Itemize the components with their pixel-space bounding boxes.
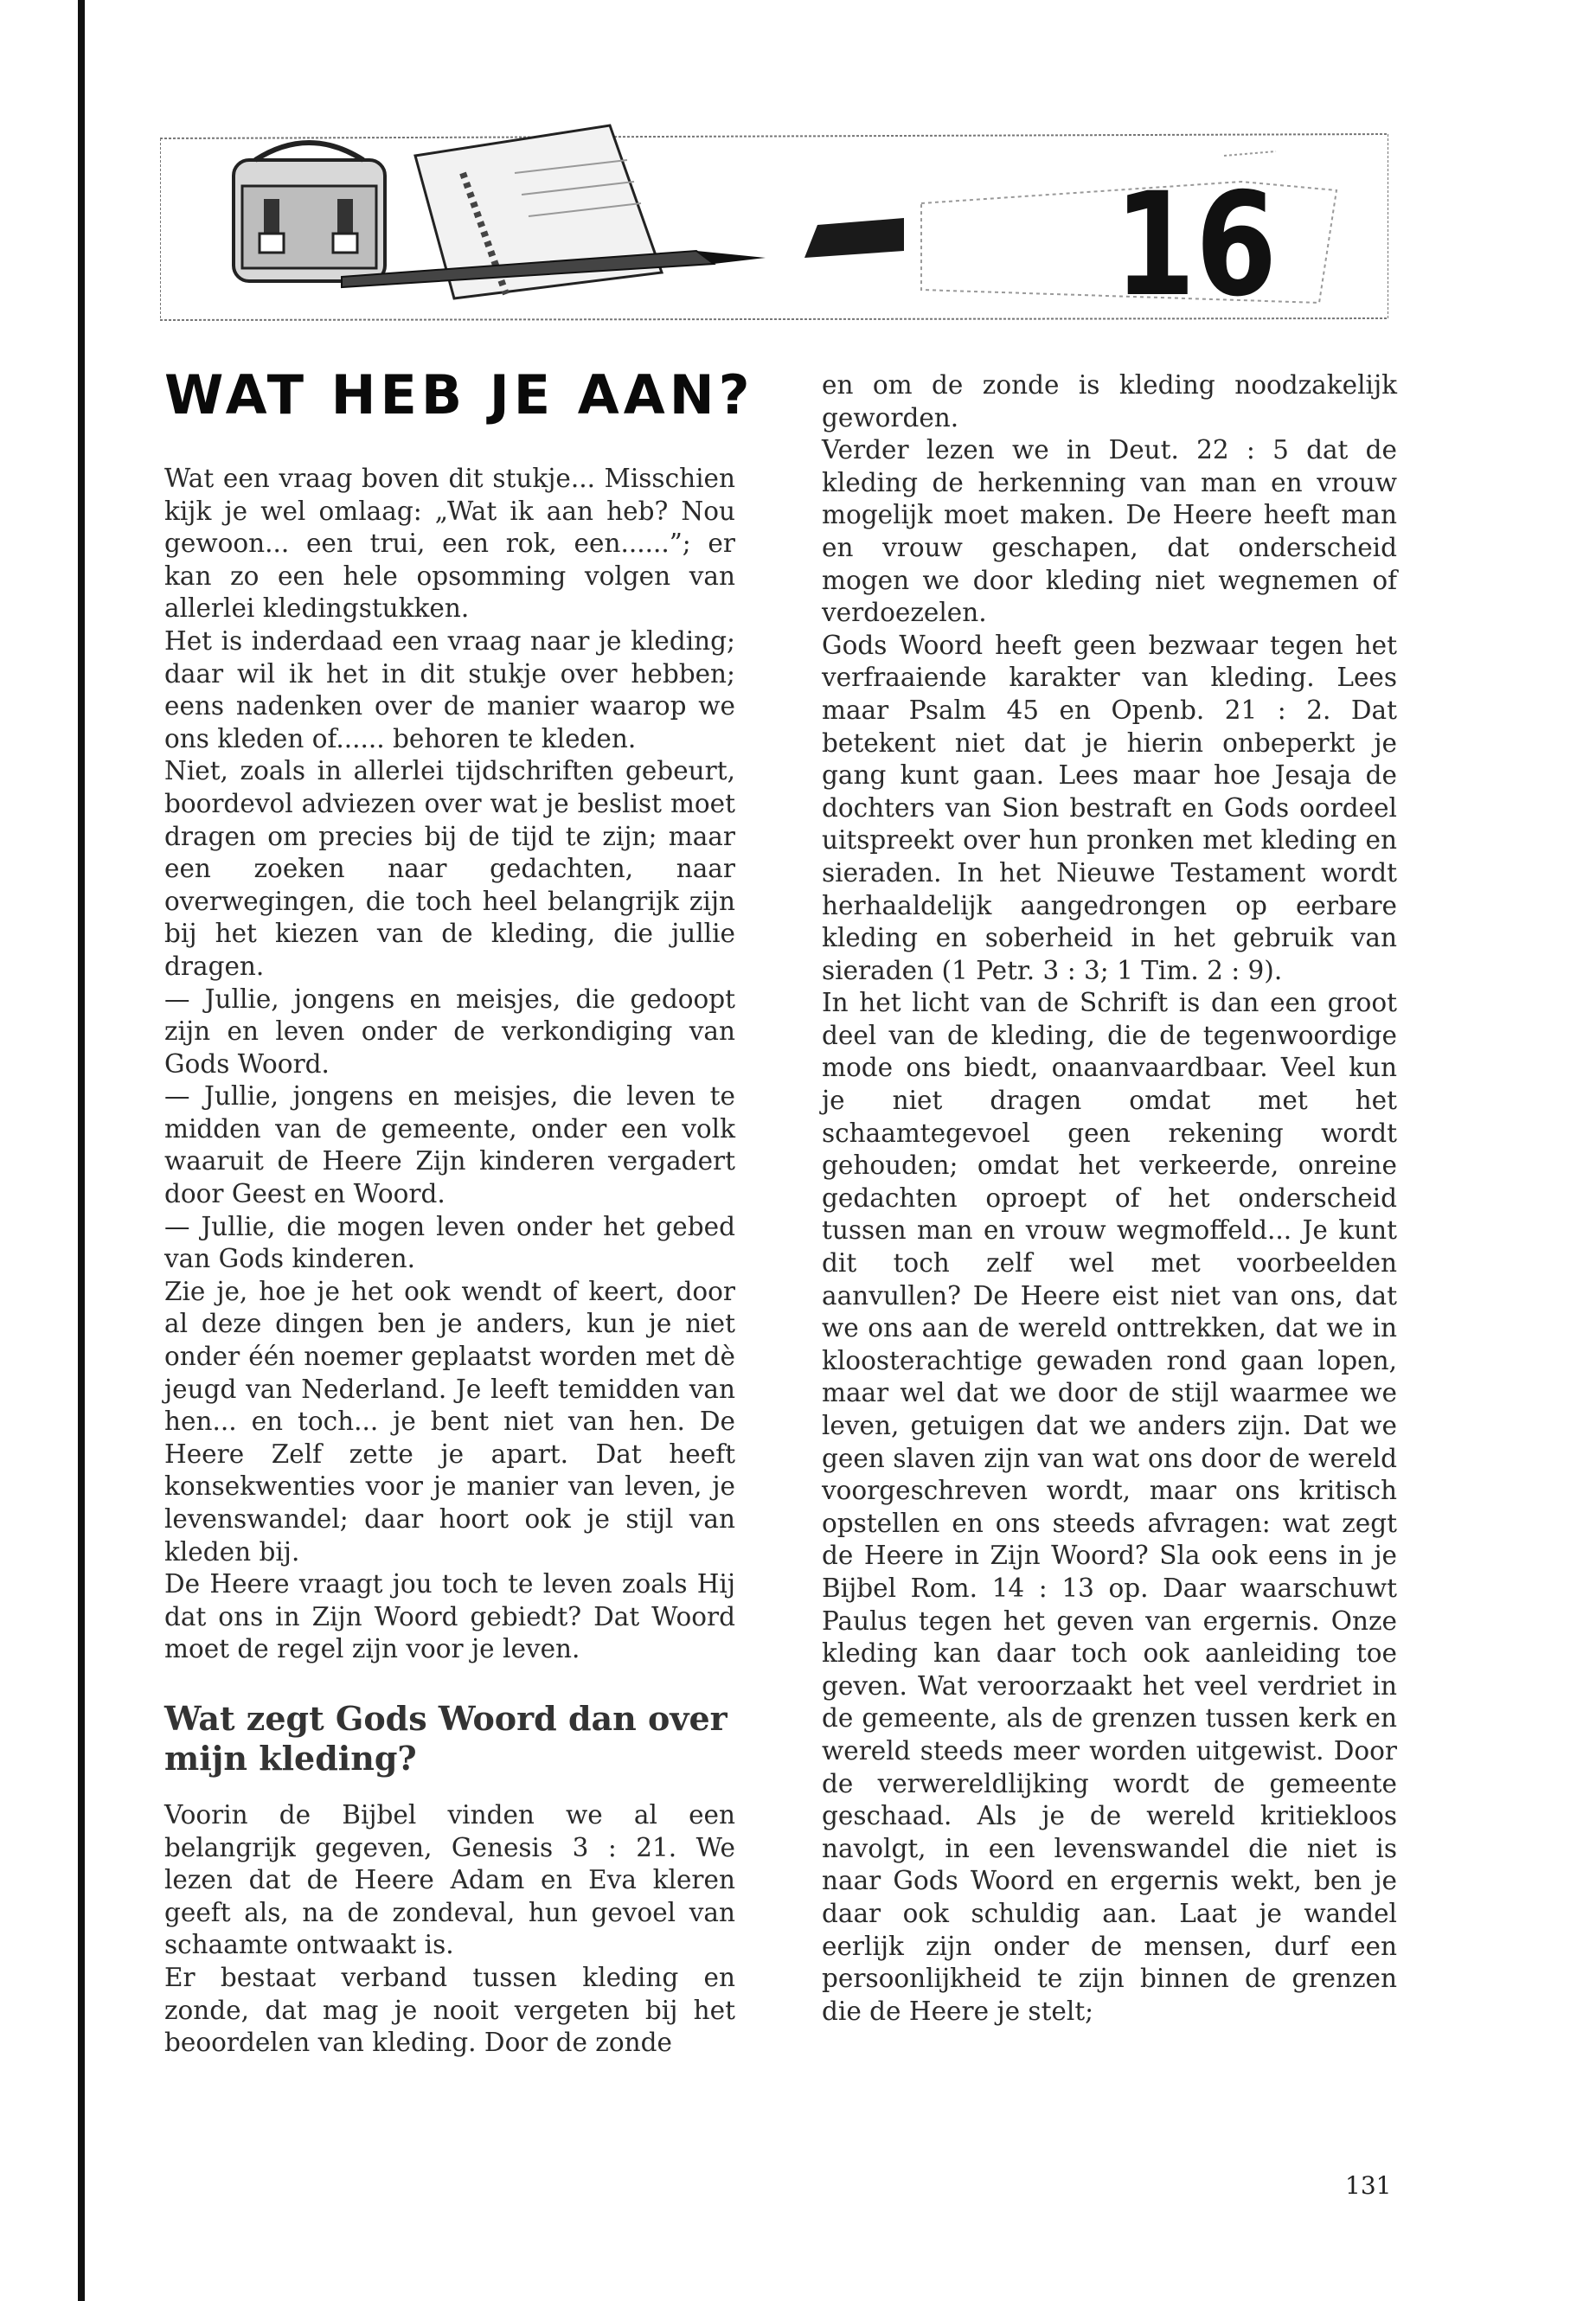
paragraph: Zie je, hoe je het ook wendt of keert, door al deze dingen ben je anders, kun je niet onder één noemer geplaatst worden met dè jeugd van Nederland. Je leeft temidden van hen... en toch... je bent niet van hen. De Heere Zelf zette je apart. Dat heeft konsekwenties voor je manier van leven, je levenswandel; daar hoort ook je stijl van kleden bij. (164, 1276, 735, 1567)
satchel-illustration (234, 143, 385, 281)
left-column (164, 463, 735, 2060)
paragraph: Niet, zoals in allerlei tijdschriften gebeurt, boordevol adviezen over wat je beslist moet dragen om precies bij de tijd te zijn; maar een zoeken naar gedachten, naar overwegingen, die toch heel belangrijk zijn bij het kiezen van de kleding, die jullie dragen. (164, 756, 735, 981)
paragraph: — Jullie, jongens en meisjes, die leven te midden van de gemeente, onder een volk waaruit de Heere Zijn kinderen vergadert door Geest en Woord. (164, 1081, 735, 1209)
header-banner (160, 121, 1388, 324)
section-subheading: Wat zegt Gods Woord dan over mijn kleding? (164, 1698, 727, 1778)
page-number: 131 (1345, 2171, 1392, 2200)
article-title: WAT HEB JE AAN? (164, 363, 754, 426)
paragraph: — Jullie, jongens en meisjes, die gedoopt zijn en leven onder de verkondiging van Gods Woord. (164, 984, 735, 1079)
paragraph: — Jullie, die mogen leven onder het gebed van Gods kinderen. (164, 1211, 735, 1274)
paragraph: Wat een vraag boven dit stukje... Misschien kijk je wel omlaag: „Wat ik aan heb? Nou gewoon... een trui, een rok, een......”; er kan zo een hele opsomming volgen van allerlei kledingstukken. (164, 464, 735, 624)
paragraph: Voorin de Bijbel vinden we al een belangrijk gegeven, Genesis 3 : 21. We lezen dat de Heere Adam en Eva kleren geeft als, na de zondeval, hun gevoel van schaamte ontwaakt is. (164, 1799, 735, 1960)
paragraph: Het is inderdaad een vraag naar je kleding; daar wil ik het in dit stukje over hebben; eens nadenken over de manier waarop we ons kleden of...... behoren te kleden. (164, 625, 735, 753)
paragraph: Er bestaat verband tussen kleding en zonde, dat mag je nooit vergeten bij het beoordelen van kleding. Door de zonde (164, 1962, 735, 2058)
paragraph: De Heere vraagt jou toch te leven zoals Hij dat ons in Zijn Woord gebiedt? Dat Woord moet de regel zijn voor je leven. (164, 1569, 735, 1664)
paragraph: en om de zonde is kleding noodzakelijk geworden. (822, 370, 1397, 433)
chapter-number (1114, 162, 1277, 324)
left-margin-rule (78, 0, 85, 2301)
paragraph: In het licht van de Schrift is dan een groot deel van de kleding, die de tegenwoordige mode ons biedt, onaanvaardbaar. Veel kun je niet dragen omdat met het schaamtegevoel geen rekening wordt gehouden; omdat het verkeerde, onreine gedachten oproept of het onderscheid tussen man en vrouw wegmoffeld... Je kunt dit toch zelf wel met voorbeelden aanvullen? De Heere eist niet van ons, dat we ons aan de wereld onttrekken, dat we in kloosterachtige gewaden rond gaan lopen, maar wel dat we door de stijl waarmee we leven, getuigen dat we anders zijn. Dat we geen slaven zijn van wat ons door de wereld voorgeschreven wordt, maar ons kritisch opstellen en ons steeds afvragen: wat zegt de Heere in Zijn Woord? Sla ook eens in je Bijbel Rom. 14 : 13 op. Daar waarschuwt Paulus tegen het geven van ergernis. Onze kleding kan daar toch ook aanleiding toe geven. Wat veroorzaakt het veel verdriet in de gemeente, als de grenzen tussen kerk en wereld steeds meer worden uitgewist. Door de verwereldlijking wordt de gemeente geschaad. Als je de wereld kritiekloos navolgt, in een levenswandel die niet is naar Gods Woord en ergernis wekt, ben je daar ook schuldig aan. Laat je wandel eerlijk zijn onder de mensen, durf een persoonlijkheid te zijn binnen de grenzen die de Heere je stelt; (822, 988, 1397, 2026)
chapter-number-text: 16 (1113, 161, 1278, 324)
right-column (822, 369, 1397, 2028)
paragraph: Gods Woord heeft geen bezwaar tegen het verfraaiende karakter van kleding. Lees maar Psalm 45 en Openb. 21 : 2. Dat betekent niet dat je hierin onbeperkt je gang kunt gaan. Lees maar hoe Jesaja de dochters van Sion bestraft en Gods oordeel uitspreekt over hun pronken met kleding en sieraden. In het Nieuwe Testament wordt herhaaldelijk aangedrongen op eerbare kleding en soberheid in het gebruik van sieraden (1 Petr. 3 : 3; 1 Tim. 2 : 9). (822, 630, 1397, 985)
paragraph: Verder lezen we in Deut. 22 : 5 dat de kleding de herkenning van man en vrouw mogelijk moet maken. De Heere heeft man en vrouw geschapen, dat onderscheid mogen we door kleding niet wegnemen of verdoezelen. (822, 435, 1397, 628)
